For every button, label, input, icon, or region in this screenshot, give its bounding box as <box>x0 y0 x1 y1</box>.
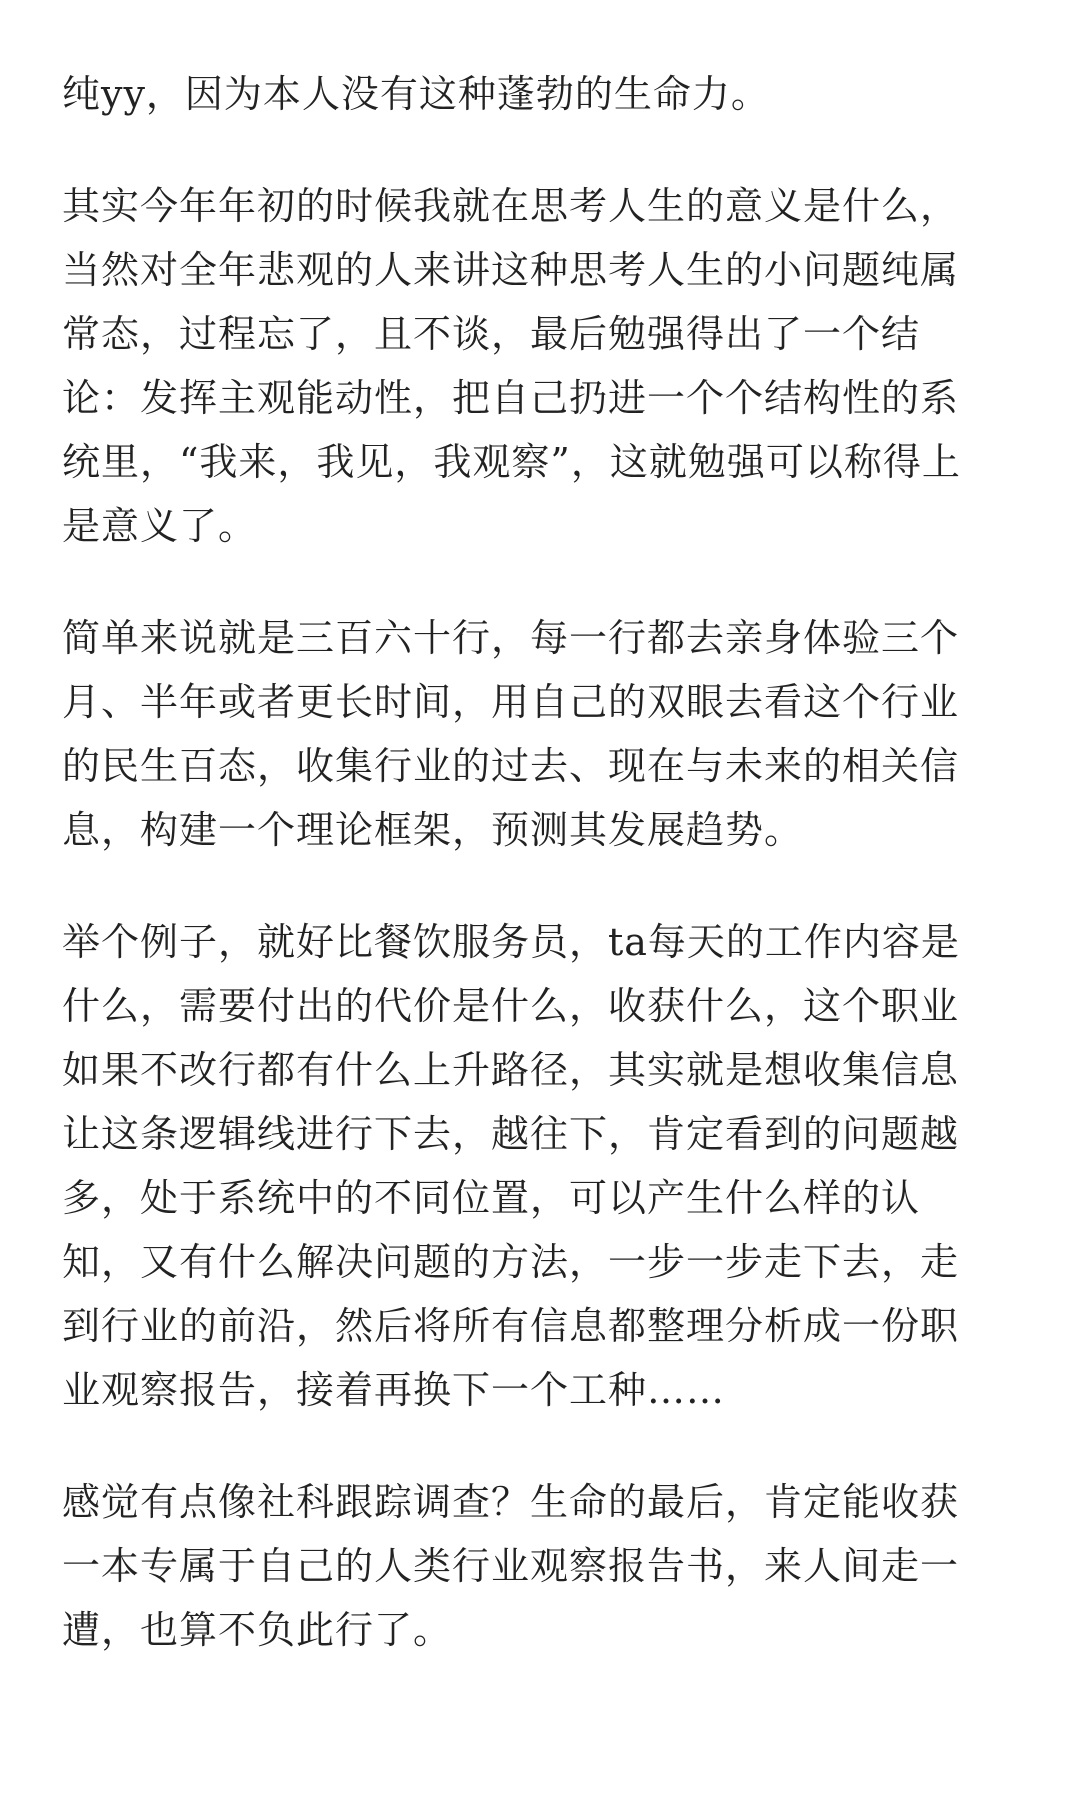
paragraph-5 <box>62 1470 1022 1662</box>
text-line: 遭，也算不负此行了。 <box>62 1608 453 1652</box>
text-line: 其实今年年初的时候我就在思考人生的意义是什么， <box>62 184 960 228</box>
text-line: 多，处于系统中的不同位置，可以产生什么样的认 <box>62 1176 921 1220</box>
text-line: 一本专属于自己的人类行业观察报告书，来人间走一 <box>62 1544 960 1588</box>
text-line: 感觉有点像社科跟踪调查？生命的最后，肯定能收获 <box>62 1480 960 1524</box>
text-line: 息，构建一个理论框架，预测其发展趋势。 <box>62 808 804 852</box>
text-line: 纯yy，因为本人没有这种蓬勃的生命力。 <box>62 72 770 116</box>
text-line: 让这条逻辑线进行下去，越往下，肯定看到的问题越 <box>62 1112 960 1156</box>
article-body <box>62 62 1022 1710</box>
text-line: 当然对全年悲观的人来讲这种思考人生的小问题纯属 <box>62 248 960 292</box>
text-line: 常态，过程忘了，且不谈，最后勉强得出了一个结 <box>62 312 921 356</box>
paragraph-2 <box>62 174 1022 558</box>
text-line: 的民生百态，收集行业的过去、现在与未来的相关信 <box>62 744 960 788</box>
text-line: 知，又有什么解决问题的方法，一步一步走下去，走 <box>62 1240 960 1284</box>
paragraph-1 <box>62 62 1022 126</box>
text-line: 论：发挥主观能动性，把自己扔进一个个结构性的系 <box>62 376 960 420</box>
text-line: 什么，需要付出的代价是什么，收获什么，这个职业 <box>62 984 960 1028</box>
text-line: 是意义了。 <box>62 504 258 548</box>
text-line: 统里，“我来，我见，我观察”，这就勉强可以称得上 <box>62 440 961 484</box>
paragraph-4 <box>62 910 1022 1422</box>
text-line: 举个例子，就好比餐饮服务员，ta每天的工作内容是 <box>62 920 960 964</box>
text-line: 简单来说就是三百六十行，每一行都去亲身体验三个 <box>62 616 960 660</box>
text-line: 到行业的前沿，然后将所有信息都整理分析成一份职 <box>62 1304 960 1348</box>
text-line: 如果不改行都有什么上升路径，其实就是想收集信息 <box>62 1048 960 1092</box>
text-line: 月、半年或者更长时间，用自己的双眼去看这个行业 <box>62 680 960 724</box>
text-line: 业观察报告，接着再换下一个工种…… <box>62 1368 726 1412</box>
paragraph-3 <box>62 606 1022 862</box>
